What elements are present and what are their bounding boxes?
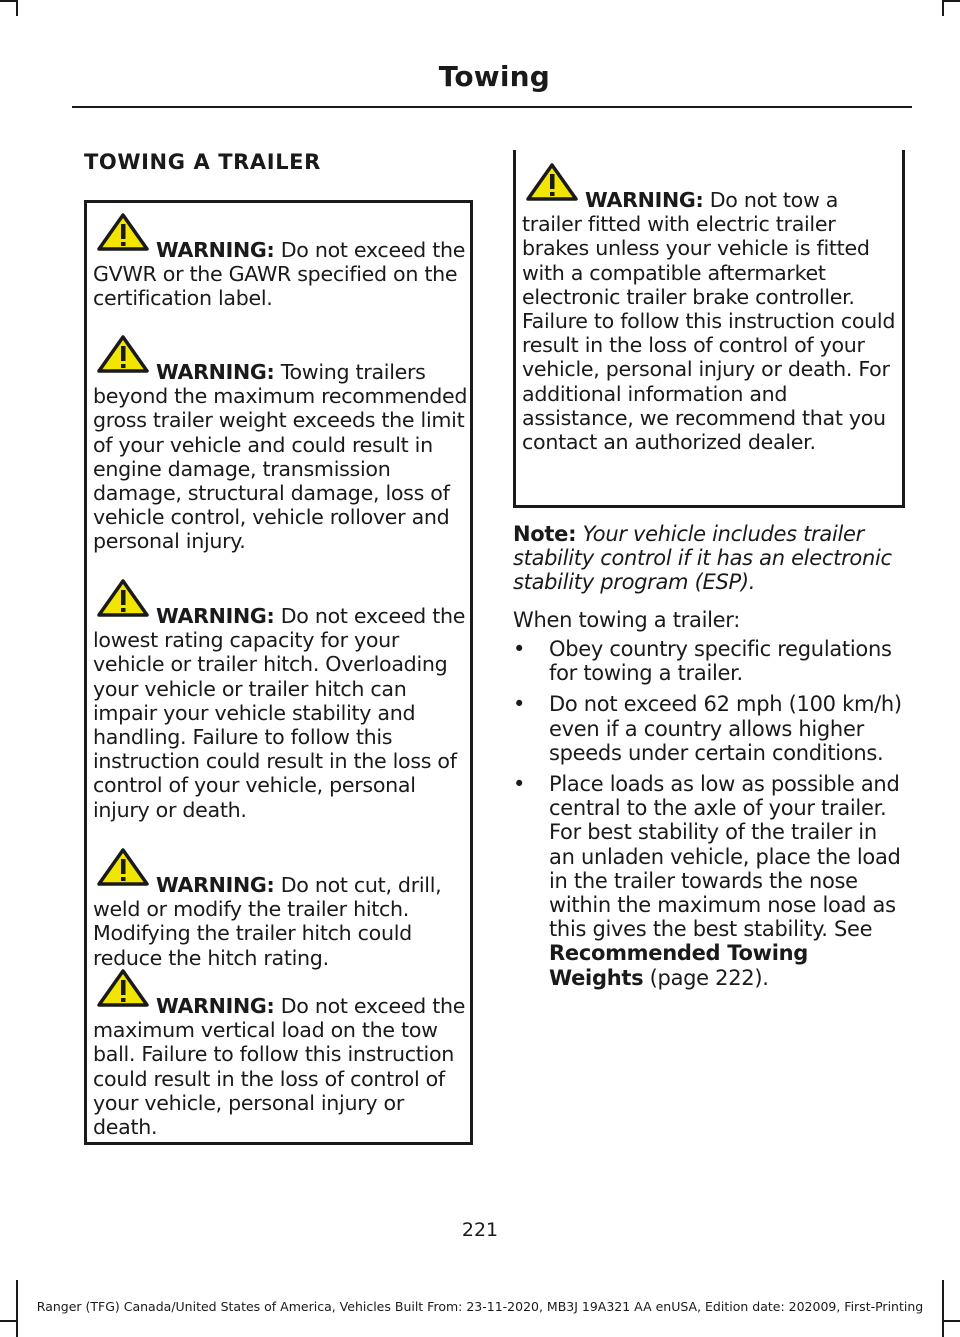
page-reference: (page 222).: [643, 965, 769, 990]
towing-intro: When towing a trailer:: [513, 608, 740, 632]
warning-label: WARNING:: [156, 604, 275, 628]
warning-text: Do not exceed the lowest rating capacity for your vehicle or trailer hitch. Overloading your vehicle or trailer hitch can impair your vehicle stability and handling. Failure to follow this instruction could result in the loss of control of your vehicle, personal injury or death.: [93, 604, 466, 822]
warning-triangle-icon: [93, 968, 153, 1008]
warning-label: WARNING:: [585, 188, 704, 212]
warning-label: WARNING:: [156, 360, 275, 384]
warnings-box-left: [84, 200, 473, 1145]
crop-mark: [16, 0, 18, 16]
page-header-title: Towing: [438, 60, 550, 93]
note-paragraph: [513, 522, 908, 595]
bullet-text: Place loads as low as possible and central to the axle of your trailer. For best stability of the trailer in an unladen vehicle, place the load in the trailer towards the nose within the maximum nose load as this gives the best stability. See: [549, 772, 901, 942]
warning-5: [87, 964, 470, 1139]
warning-2: [87, 330, 470, 554]
warning-4: [87, 843, 470, 970]
warning-label: WARNING:: [156, 238, 275, 262]
warning-label: WARNING:: [156, 994, 275, 1018]
list-item: [513, 637, 905, 685]
crop-mark: [0, 0, 16, 2]
bullet-text: Obey country specific regulations for towing a trailer.: [549, 637, 892, 686]
note-text: Your vehicle includes trailer stability control if it has an electronic stability program (ESP).: [513, 522, 892, 595]
warning-1: [87, 208, 470, 311]
warning-text: Towing trailers beyond the maximum recommended gross trailer weight exceeds the limit of your vehicle and could result in engine damage, transmission damage, structural damage, loss of vehicle control, vehicle rollover and personal injury.: [93, 360, 468, 554]
crop-mark: [942, 0, 960, 2]
bullet-marker: •: [513, 772, 526, 797]
bullet-marker: •: [513, 692, 526, 717]
bullet-marker: •: [513, 637, 526, 661]
warning-label: WARNING:: [156, 873, 275, 897]
crop-mark: [0, 1320, 16, 1322]
cross-reference-link[interactable]: Recommended Towing Weights: [549, 941, 809, 990]
bullet-text: Do not exceed 62 mph (100 km/h) even if a country allows higher speeds under certain conditions.: [549, 692, 902, 765]
note-label: Note:: [513, 522, 577, 546]
warning-text: Do not cut, drill, weld or modify the trailer hitch. Modifying the trailer hitch could reduce the hitch rating.: [93, 873, 442, 970]
footer-edition-info: Ranger (TFG) Canada/United States of America, Vehicles Built From: 23-11-2020, MB3J 19A321 AA enUSA, Edition date: 202009, First-Printing: [36, 1299, 924, 1314]
warning-text: Do not exceed the GVWR or the GAWR specified on the certification label.: [93, 238, 466, 311]
warning-triangle-icon: [522, 162, 582, 202]
warning-triangle-icon: [93, 847, 153, 887]
header-divider: [72, 106, 912, 108]
warning-triangle-icon: [93, 334, 153, 374]
towing-bullet-list: [513, 637, 905, 997]
warning-text: Do not tow a trailer fitted with electric trailer brakes unless your vehicle is fitted with a compatible aftermarket electronic trailer brake controller. Failure to follow this instruction could result in the loss of control of your vehicle, personal injury or death. For additional information and assistance, we recommend that you contact an authorized dealer.: [522, 188, 896, 455]
warning-triangle-icon: [93, 578, 153, 618]
warning-text: Do not exceed the maximum vertical load on the tow ball. Failure to follow this instruction could result in the loss of control of your vehicle, personal injury or death.: [93, 994, 466, 1140]
list-item: [513, 692, 905, 765]
warning-3: [87, 574, 470, 822]
page-number: 221: [461, 1219, 499, 1241]
warning-box-right: [513, 150, 905, 508]
warning-6: [516, 158, 902, 454]
warning-triangle-icon: [93, 212, 153, 252]
list-item: [513, 772, 905, 990]
crop-mark: [942, 1320, 960, 1322]
crop-mark: [942, 0, 944, 16]
section-title: TOWING A TRAILER: [84, 150, 321, 174]
